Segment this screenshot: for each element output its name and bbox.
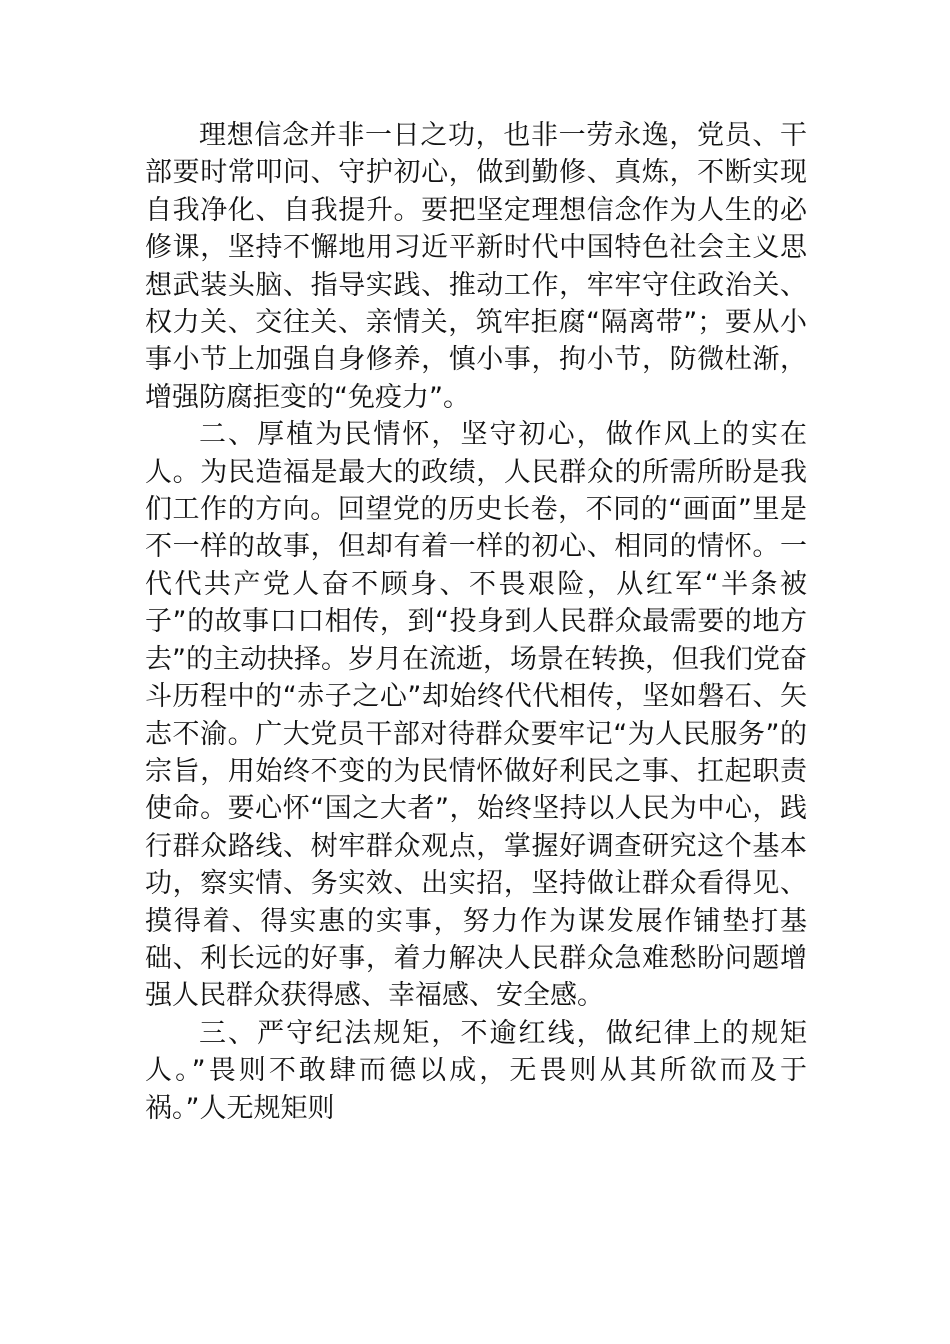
- paragraph-section-three: 三、严守纪法规矩，不逾红线，做纪律上的规矩人。”畏则不敢肆而德以成，无畏则从其所欲而及于祸。”人无规矩则: [145, 1017, 807, 1124]
- document-body: [145, 117, 807, 1127]
- paragraph-ideals: 理想信念并非一日之功，也非一劳永逸，党员、干部要时常叩问、守护初心，做到勤修、真炼，不断实现自我净化、自我提升。要把坚定理想信念作为人生的必修课，坚持不懈地用习近平新时代中国特色社会主义思想武装头脑、指导实践、推动工作，牢牢守住政治关、权力关、交往关、亲情关，筑牢拒腐“隔离带”；要从小事小节上加强自身修养，慎小事，拘小节，防微杜渐，增强防腐拒变的“免疫力”。: [145, 120, 807, 413]
- paragraph-section-two: 二、厚植为民情怀，坚守初心，做作风上的实在人。为民造福是最大的政绩，人民群众的所需所盼是我们工作的方向。回望党的历史长卷，不同的“画面”里是不一样的故事，但却有着一样的初心、相同的情怀。一代代共产党人奋不顾身、不畏艰险，从红军“半条被子”的故事口口相传，到“投身到人民群众最需要的地方去”的主动抉择。岁月在流逝，场景在转换，但我们党奋斗历程中的“赤子之心”却始终代代相传，坚如磐石、矢志不渝。广大党员干部对待群众要牢记“为人民服务”的宗旨，用始终不变的为民情怀做好利民之事、扛起职责使命。要心怀“国之大者”，始终坚持以人民为中心，践行群众路线、树牢群众观点，掌握好调查研究这个基本功，察实情、务实效、出实招，坚持做让群众看得见、摸得着、得实惠的实事，努力作为谋发展作铺垫打基础、利长远的好事，着力解决人民群众急难愁盼问题增强人民群众获得感、幸福感、安全感。: [145, 419, 807, 1012]
